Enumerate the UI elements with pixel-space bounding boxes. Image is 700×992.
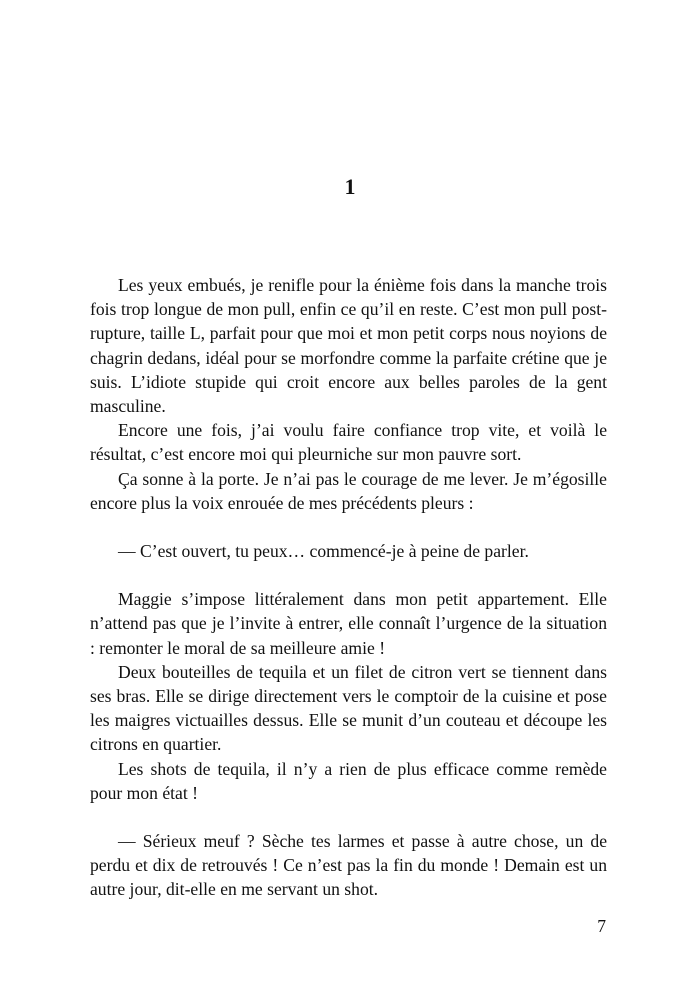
paragraph-gap bbox=[90, 563, 607, 587]
chapter-text bbox=[90, 273, 607, 902]
page-number: 7 bbox=[597, 916, 606, 936]
paragraph-4: Maggie s’impose littéralement dans mon petit appartement. Elle n’attend pas que je l’invite à entrer, elle connaît l’urgence de la situation : remonter le moral de sa meilleure amie ! bbox=[90, 589, 607, 658]
paragraph-3: Ça sonne à la porte. Je n’ai pas le courage de me lever. Je m’égosille encore plus la voix enrouée de mes précédents pleurs : bbox=[90, 468, 607, 513]
paragraph-6: Les shots de tequila, il n’y a rien de plus efficace comme remède pour mon état ! bbox=[90, 758, 607, 803]
paragraph-gap bbox=[90, 805, 607, 829]
paragraph-2: Encore une fois, j’ai voulu faire confiance trop vite, et voilà le résultat, c’est encore moi qui pleurniche sur mon pauvre sort. bbox=[90, 420, 607, 465]
chapter-number: 1 bbox=[344, 174, 356, 199]
dialogue-line-1: — C’est ouvert, tu peux… commencé-je à peine de parler. bbox=[118, 541, 529, 562]
paragraph-5: Deux bouteilles de tequila et un filet de citron vert se tiennent dans ses bras. Elle se dirige directement vers le comptoir de la cuisine et pose les maigres victuailles dessus. Elle se munit d’un couteau et découpe les citrons en quartier. bbox=[90, 661, 607, 755]
paragraph-gap bbox=[90, 515, 607, 539]
dialogue-line-2: — Sérieux meuf ? Sèche tes larmes et passe à autre chose, un de perdu et dix de retrouvés ! Ce n’est pas la fin du monde ! Demain est un autre jour, dit-elle en me servant un shot. bbox=[90, 831, 607, 900]
paragraph-1: Les yeux embués, je renifle pour la énième fois dans la manche trois fois trop longue de mon pull, enfin ce qu’il en reste. C’est mon pull post-rupture, taille L, parfait pour que moi et mon petit corps nous noyions de chagrin dedans, idéal pour se morfondre comme la parfaite crétine que je suis. L’idiote stupide qui croit encore aux belles paroles de la gent masculine. bbox=[90, 275, 607, 417]
